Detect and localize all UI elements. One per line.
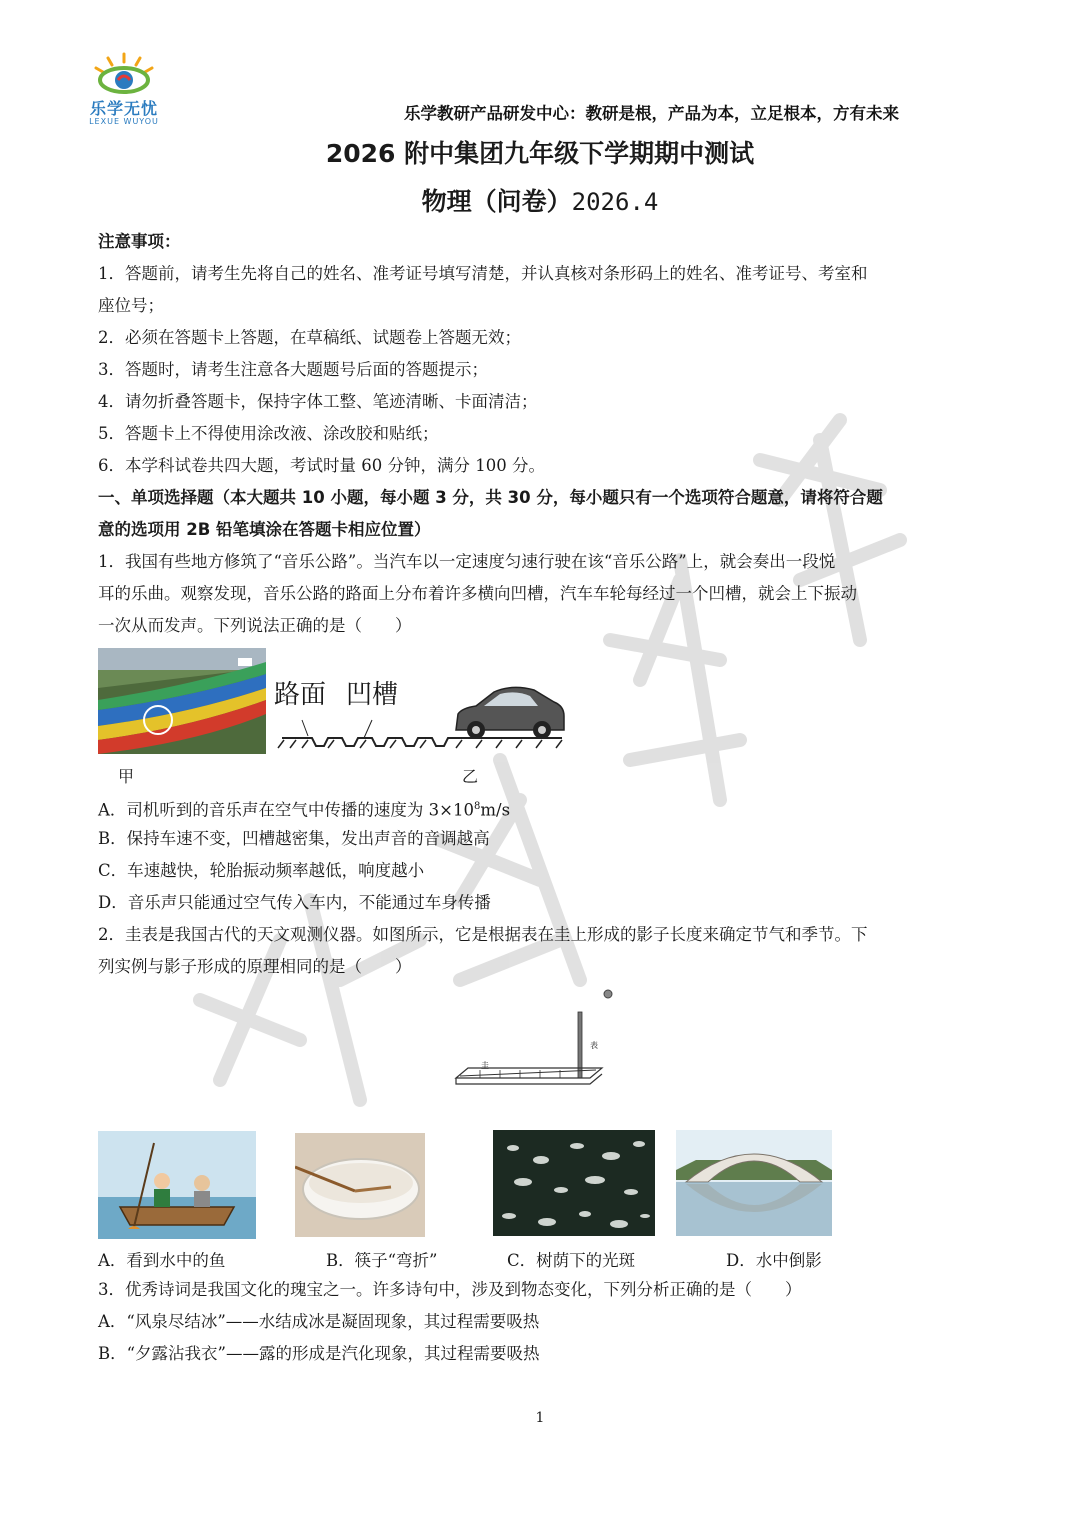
q1-option-a-text: A．司机听到的音乐声在空气中传播的速度为 3×10 <box>98 800 474 820</box>
gui-label: 圭 <box>481 1061 489 1070</box>
notice-item: 座位号； <box>98 296 164 315</box>
unit: m/s <box>480 800 511 820</box>
groove-label: 凹槽 <box>346 680 399 710</box>
music-road-photo <box>98 648 266 754</box>
q1-option-d: D．音乐声只能通过空气传入车内，不能通过车身传播 <box>98 893 491 912</box>
exponent: 8 <box>473 801 481 812</box>
notice-item: 6．本学科试卷共四大题，考试时量 60 分钟，满分 100 分。 <box>98 456 545 475</box>
logo-subtitle: LEXUE WUYOU <box>89 117 159 126</box>
notice-heading: 注意事项： <box>98 232 181 251</box>
q2-option-c: C．树荫下的光斑 <box>507 1251 636 1270</box>
biao-label: 表 <box>590 1041 598 1050</box>
subject-label: 物理（问卷） <box>421 187 572 216</box>
q1-option-b: B．保持车速不变，凹槽越密集，发出声音的音调越高 <box>98 829 490 848</box>
fishing-boat-image <box>98 1131 256 1239</box>
bowl-chopsticks-image <box>295 1133 425 1237</box>
figure-caption-jia: 甲 <box>118 767 135 786</box>
notice-item: 4．请勿折叠答题卡，保持字体工整、笔迹清晰、卡面清洁； <box>98 392 538 411</box>
section-heading-cont: 意的选项用 2B 铅笔填涂在答题卡相应位置） <box>98 520 431 539</box>
q2-option-a: A．看到水中的鱼 <box>98 1251 226 1270</box>
notice-item: 2．必须在答题卡上答题，在草稿纸、试题卷上答题无效； <box>98 328 521 347</box>
header-slogan: 乐学教研产品研发中心：教研是根，产品为本，立足根本，方有未来 <box>404 104 899 123</box>
exam-date: 2026.4 <box>571 188 659 216</box>
road-label: 路面 <box>274 680 327 710</box>
q2-option-b: B．筷子“弯折” <box>326 1251 438 1270</box>
exam-title: 2026 附中集团九年级下学期期中测试 <box>325 139 755 168</box>
notice-item: 3．答题时，请考生注意各大题题号后面的答题提示； <box>98 360 488 379</box>
exam-subtitle <box>0 182 1080 218</box>
notice-item: 5．答题卡上不得使用涂改液、涂改胶和贴纸； <box>98 424 439 443</box>
notice-item: 1．答题前，请考生先将自己的姓名、准考证号填写清楚，并认真核对条形码上的姓名、准考证号、考室和 <box>98 264 868 283</box>
logo-name: 乐学无忧 <box>89 99 158 118</box>
page-number: 1 <box>535 1410 545 1426</box>
bridge-reflection-image <box>676 1130 832 1236</box>
q1-option-c: C．车速越快，轮胎振动频率越低，响度越小 <box>98 861 425 880</box>
q2-stem: 列实例与影子形成的原理相同的是（ ） <box>98 957 412 976</box>
q3-option-a: A．“风泉尽结冰”——水结成冰是凝固现象，其过程需要吸热 <box>98 1312 540 1331</box>
figure-caption-yi: 乙 <box>462 767 479 786</box>
tree-shade-light-image <box>493 1130 655 1236</box>
section-heading: 一、单项选择题（本大题共 10 小题，每小题 3 分，共 30 分，每小题只有一个选项符合题意，请将符合题 <box>98 488 883 507</box>
q1-stem: 一次从而发声。下列说法正确的是（ ） <box>98 616 412 635</box>
q1-stem: 耳的乐曲。观察发现，音乐公路的路面上分布着许多横向凹槽，汽车车轮每经过一个凹槽，就会上下振动 <box>98 584 857 603</box>
q1-stem: 1．我国有些地方修筑了“音乐公路”。当汽车以一定速度匀速行驶在该“音乐公路”上，就会奏出一段悦 <box>98 552 836 571</box>
q3-option-b: B．“夕露沾我衣”——露的形成是汽化现象，其过程需要吸热 <box>98 1344 540 1363</box>
q3-stem: 3．优秀诗词是我国文化的瑰宝之一。许多诗句中，涉及到物态变化，下列分析正确的是（ ） <box>98 1280 802 1299</box>
q1-option-a <box>98 796 988 822</box>
q2-stem: 2．圭表是我国古代的天文观测仪器。如图所示，它是根据表在圭上形成的影子长度来确定节气和季节。下 <box>98 925 868 944</box>
q2-option-d: D．水中倒影 <box>726 1251 822 1270</box>
